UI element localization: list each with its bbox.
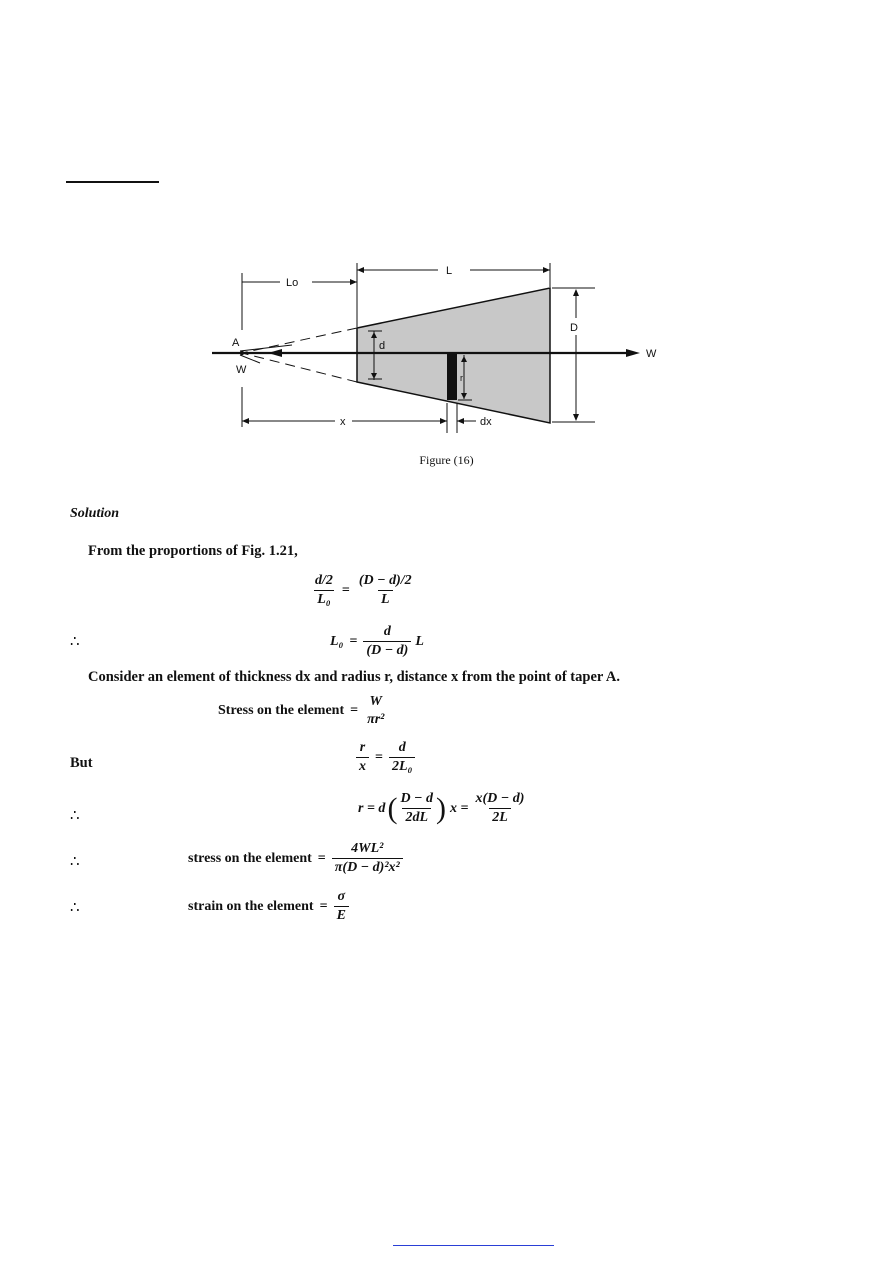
dim-arrow <box>543 267 550 273</box>
point-a <box>240 351 244 355</box>
eq5-lhs: r = d <box>358 800 386 816</box>
eq5-paren-num: D − d <box>400 791 434 806</box>
eq6-den: π(D − d)²x² <box>332 858 403 876</box>
paren-open: ( <box>387 791 398 825</box>
eq3-den: πr² <box>367 712 385 727</box>
label-l0: Lo <box>286 277 299 289</box>
dim-arrow <box>573 289 579 296</box>
label-r: r <box>460 373 463 383</box>
equation-2 <box>330 624 424 659</box>
header-rule <box>66 181 159 183</box>
eq4-den: 2L₀ <box>389 757 415 775</box>
eq1-op: = <box>341 582 350 598</box>
label-w-left: W <box>236 364 247 376</box>
consider-text: Consider an element of thickness dx and radius r, distance x from the point of taper A. <box>88 669 620 685</box>
equation-4 <box>356 740 415 775</box>
equation-3 <box>218 694 387 728</box>
label-x: x <box>340 416 346 428</box>
taper-line-bottom <box>242 353 357 382</box>
eq7-den: E <box>334 906 349 924</box>
eq3-op: = <box>350 703 359 718</box>
paren-close: ) <box>436 791 447 825</box>
eq2-den: (D − d) <box>363 641 411 659</box>
eq7-label: strain on the element <box>188 898 314 914</box>
equation-5 <box>358 791 527 826</box>
intro-text: From the proportions of Fig. 1.21, <box>88 543 298 559</box>
label-small-d: d <box>379 340 386 352</box>
eq6-label: stress on the element <box>188 850 312 866</box>
dim-arrow <box>457 418 464 424</box>
therefore-symbol: ∴ <box>70 900 80 916</box>
dim-arrow <box>350 279 357 285</box>
eq7-num: σ <box>337 889 346 904</box>
eq1-lhs-num: d/2 <box>315 573 333 588</box>
eq6-num: 4WL² <box>351 841 384 856</box>
eq7-op: = <box>319 898 328 914</box>
solution-heading: Solution <box>70 506 120 521</box>
eq5-num: x(D − d) <box>475 791 525 806</box>
eq3-num: W <box>369 694 382 709</box>
label-l: L <box>446 265 453 277</box>
element-strip <box>447 352 457 400</box>
therefore-symbol: ∴ <box>70 854 80 870</box>
eq5-den: 2L <box>489 808 511 826</box>
dim-arrow <box>357 267 364 273</box>
eq4-op: = <box>375 749 383 765</box>
eq4-num: d <box>398 740 406 755</box>
therefore-symbol: ∴ <box>70 634 80 650</box>
eq5-mid: x = <box>450 800 469 816</box>
label-w-right: W <box>646 348 657 360</box>
eq2-lhs: L₀ <box>330 633 344 649</box>
therefore-symbol: ∴ <box>70 808 80 824</box>
label-dx: dx <box>480 416 492 428</box>
eq2-op: = <box>349 633 358 649</box>
footer-link-underline[interactable] <box>393 1245 554 1246</box>
eq1-lhs-den: L₀ <box>314 590 333 608</box>
arrow-left-icon <box>268 349 282 357</box>
dim-arrow <box>440 418 447 424</box>
label-big-d: D <box>570 322 578 334</box>
eq6-op: = <box>317 850 326 866</box>
eq2-num: d <box>383 624 391 639</box>
eq4-lhs-num: r <box>359 740 366 755</box>
eq5-paren-den: 2dL <box>402 808 431 826</box>
arrow-right-icon <box>626 349 640 357</box>
equation-6 <box>188 841 403 876</box>
tapered-bar-figure <box>200 255 670 450</box>
eq2-tail: L <box>415 633 424 649</box>
label-a: A <box>232 337 240 349</box>
eq3-label: Stress on the element <box>218 703 345 718</box>
but-text: But <box>70 755 93 771</box>
eq1-rhs-den: L <box>378 590 393 608</box>
figure-caption: Figure (16) <box>419 453 474 467</box>
eq4-lhs-den: x <box>356 757 369 775</box>
eq1-rhs-num: (D − d)/2 <box>358 573 412 588</box>
equation-7 <box>188 889 349 924</box>
dim-arrow <box>573 414 579 421</box>
dim-arrow <box>242 418 249 424</box>
equation-1 <box>312 573 415 608</box>
